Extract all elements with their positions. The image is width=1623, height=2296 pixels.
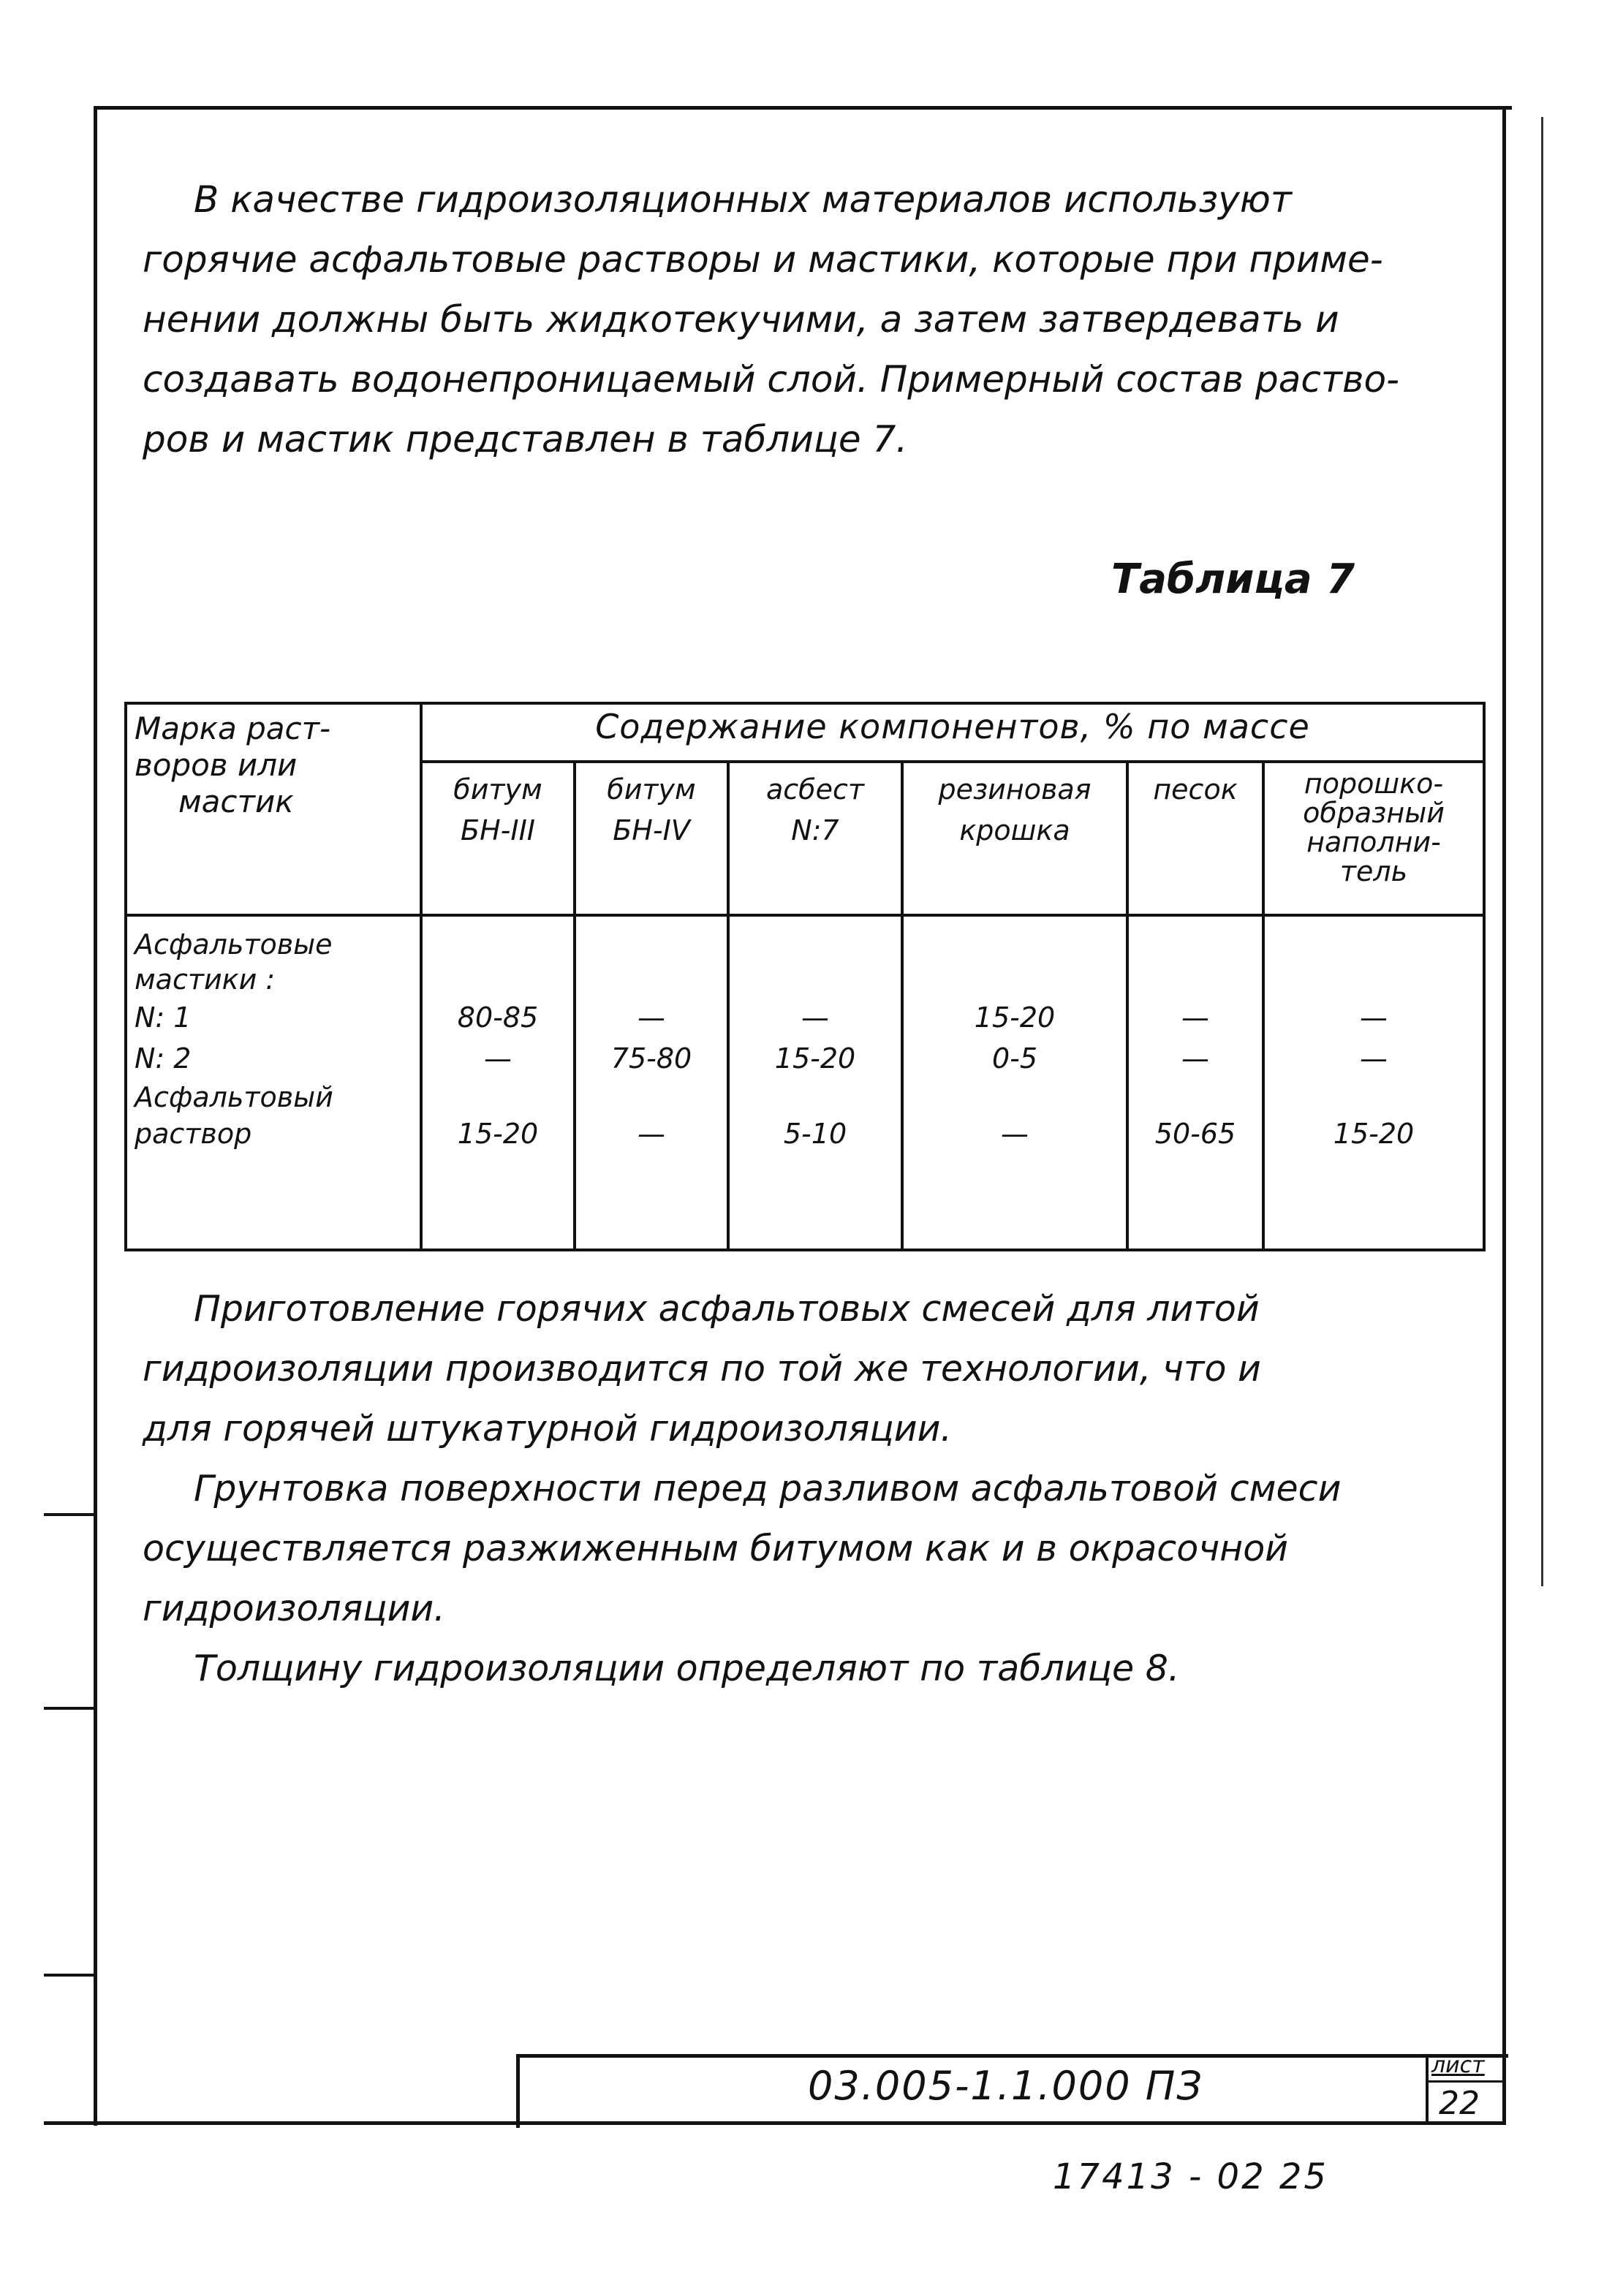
blank-line — [911, 962, 1119, 997]
row-label: мастики : — [135, 963, 276, 996]
composition-table — [124, 702, 1486, 1251]
sheet-divider — [1426, 2080, 1502, 2083]
values-powder-filler — [1263, 915, 1484, 1250]
header-line: тель — [1339, 855, 1408, 887]
header-line: N:7 — [791, 814, 839, 846]
value: 5-10 — [783, 1118, 847, 1150]
header-bitumen-4 — [575, 762, 728, 915]
blank-line — [737, 1079, 893, 1115]
frame-top-border — [94, 106, 1512, 110]
text-line: ров и мастик представлен в таблице 7. — [143, 418, 908, 461]
blank-line — [1272, 927, 1475, 962]
header-line: крошка — [959, 814, 1070, 846]
values-asbestos — [728, 915, 902, 1250]
text-line: создавать водонепроницаемый слой. Примерный состав раство- — [143, 358, 1400, 401]
values-sand — [1127, 915, 1263, 1250]
blank-line — [430, 962, 566, 997]
header-sand — [1127, 762, 1263, 915]
blank-line — [583, 927, 719, 962]
header-components-group: Содержание компонентов, % по массе — [421, 703, 1484, 762]
row-label: Асфальтовый — [135, 1081, 333, 1113]
blank-line — [430, 1079, 566, 1115]
header-line: мастик — [178, 784, 294, 819]
value: — — [1181, 1042, 1209, 1075]
paragraph-priming — [143, 1459, 1510, 1639]
text-line: гидроизоляции производится по той же технологии, что и — [143, 1348, 1261, 1390]
value: 75-80 — [610, 1042, 692, 1075]
text-line: Толщину гидроизоляции определяют по таблице 8. — [194, 1648, 1180, 1689]
blank-line — [1136, 962, 1255, 997]
header-line: наполни- — [1306, 826, 1441, 858]
value: — — [1360, 1042, 1388, 1075]
value: — — [1001, 1118, 1029, 1150]
text-line: нении должны быть жидкотекучими, а затем затвердевать и — [143, 298, 1339, 341]
margin-tick — [44, 1974, 97, 1977]
row-label: Асфальтовые — [135, 928, 333, 961]
blank-line — [1136, 1079, 1255, 1115]
row-label: N: 1 — [135, 1001, 192, 1034]
header-line: песок — [1153, 773, 1238, 806]
sheet-number: 22 — [1439, 2085, 1480, 2122]
header-line: асбест — [765, 773, 865, 806]
value: — — [638, 1118, 665, 1150]
paragraph-preparation — [143, 1279, 1510, 1459]
text-line: для горячей штукатурной гидроизоляции. — [143, 1408, 952, 1450]
value: — — [1360, 1001, 1388, 1034]
document-code: 03.005-1.1.000 ПЗ — [808, 2063, 1203, 2109]
blank-line — [911, 927, 1119, 962]
paragraph-thickness — [194, 1639, 1510, 1699]
value: — — [638, 1001, 665, 1034]
row-label: N: 2 — [135, 1042, 192, 1075]
header-bitumen-3 — [421, 762, 575, 915]
value: — — [1181, 1001, 1209, 1034]
values-bitumen-4 — [575, 915, 728, 1250]
header-line: БН-III — [461, 814, 535, 846]
header-line: битум — [453, 773, 542, 806]
margin-tick — [44, 1707, 97, 1710]
header-line: БН-IV — [613, 814, 690, 846]
value: 15-20 — [1333, 1118, 1415, 1150]
margin-tick — [44, 1513, 97, 1516]
header-brand — [126, 703, 421, 915]
value: — — [484, 1042, 512, 1075]
value: 0-5 — [991, 1042, 1038, 1075]
value: 80-85 — [457, 1001, 539, 1034]
text-line: гидроизоляции. — [143, 1588, 445, 1629]
header-asbestos — [728, 762, 902, 915]
blank-line — [430, 927, 566, 962]
blank-line — [1272, 1079, 1475, 1115]
header-line: образный — [1303, 797, 1445, 829]
row-labels-cell — [126, 915, 421, 1250]
frame-left-border — [94, 108, 97, 2126]
intro-paragraph — [143, 170, 1510, 469]
archive-number: 17413 - 02 25 — [1053, 2156, 1328, 2197]
blank-line — [583, 962, 719, 997]
header-line: резиновая — [938, 773, 1092, 806]
blank-line — [911, 1079, 1119, 1115]
value: 15-20 — [457, 1118, 539, 1150]
value: 50-65 — [1154, 1118, 1236, 1150]
blank-line — [583, 1079, 719, 1115]
header-line: битум — [607, 773, 696, 806]
sheet-label: лист — [1431, 2053, 1485, 2078]
value: 15-20 — [974, 1001, 1056, 1034]
values-bitumen-3 — [421, 915, 575, 1250]
header-line: порошко- — [1304, 768, 1444, 800]
header-line: воров или — [135, 747, 298, 783]
header-rubber-crumb — [902, 762, 1127, 915]
value: 15-20 — [774, 1042, 856, 1075]
row-label: раствор — [135, 1118, 252, 1150]
blank-line — [737, 962, 893, 997]
blank-line — [737, 927, 893, 962]
table-title: Таблица 7 — [1111, 556, 1355, 603]
value: — — [801, 1001, 829, 1034]
text-line: осуществляется разжиженным битумом как и в окрасочной — [143, 1528, 1289, 1569]
text-line: В качестве гидроизоляционных материалов используют — [194, 178, 1293, 221]
text-line: Грунтовка поверхности перед разливом асфальтовой смеси — [194, 1468, 1342, 1509]
text-line: горячие асфальтовые растворы и мастики, которые при приме- — [143, 238, 1383, 281]
blank-line — [1136, 927, 1255, 962]
header-powder-filler — [1263, 762, 1484, 915]
text-line: Приготовление горячих асфальтовых смесей для литой — [194, 1288, 1260, 1330]
blank-line — [1272, 962, 1475, 997]
frame-outer-right-line — [1541, 117, 1543, 1586]
header-line: Марка раст- — [135, 711, 331, 746]
values-rubber-crumb — [902, 915, 1127, 1250]
